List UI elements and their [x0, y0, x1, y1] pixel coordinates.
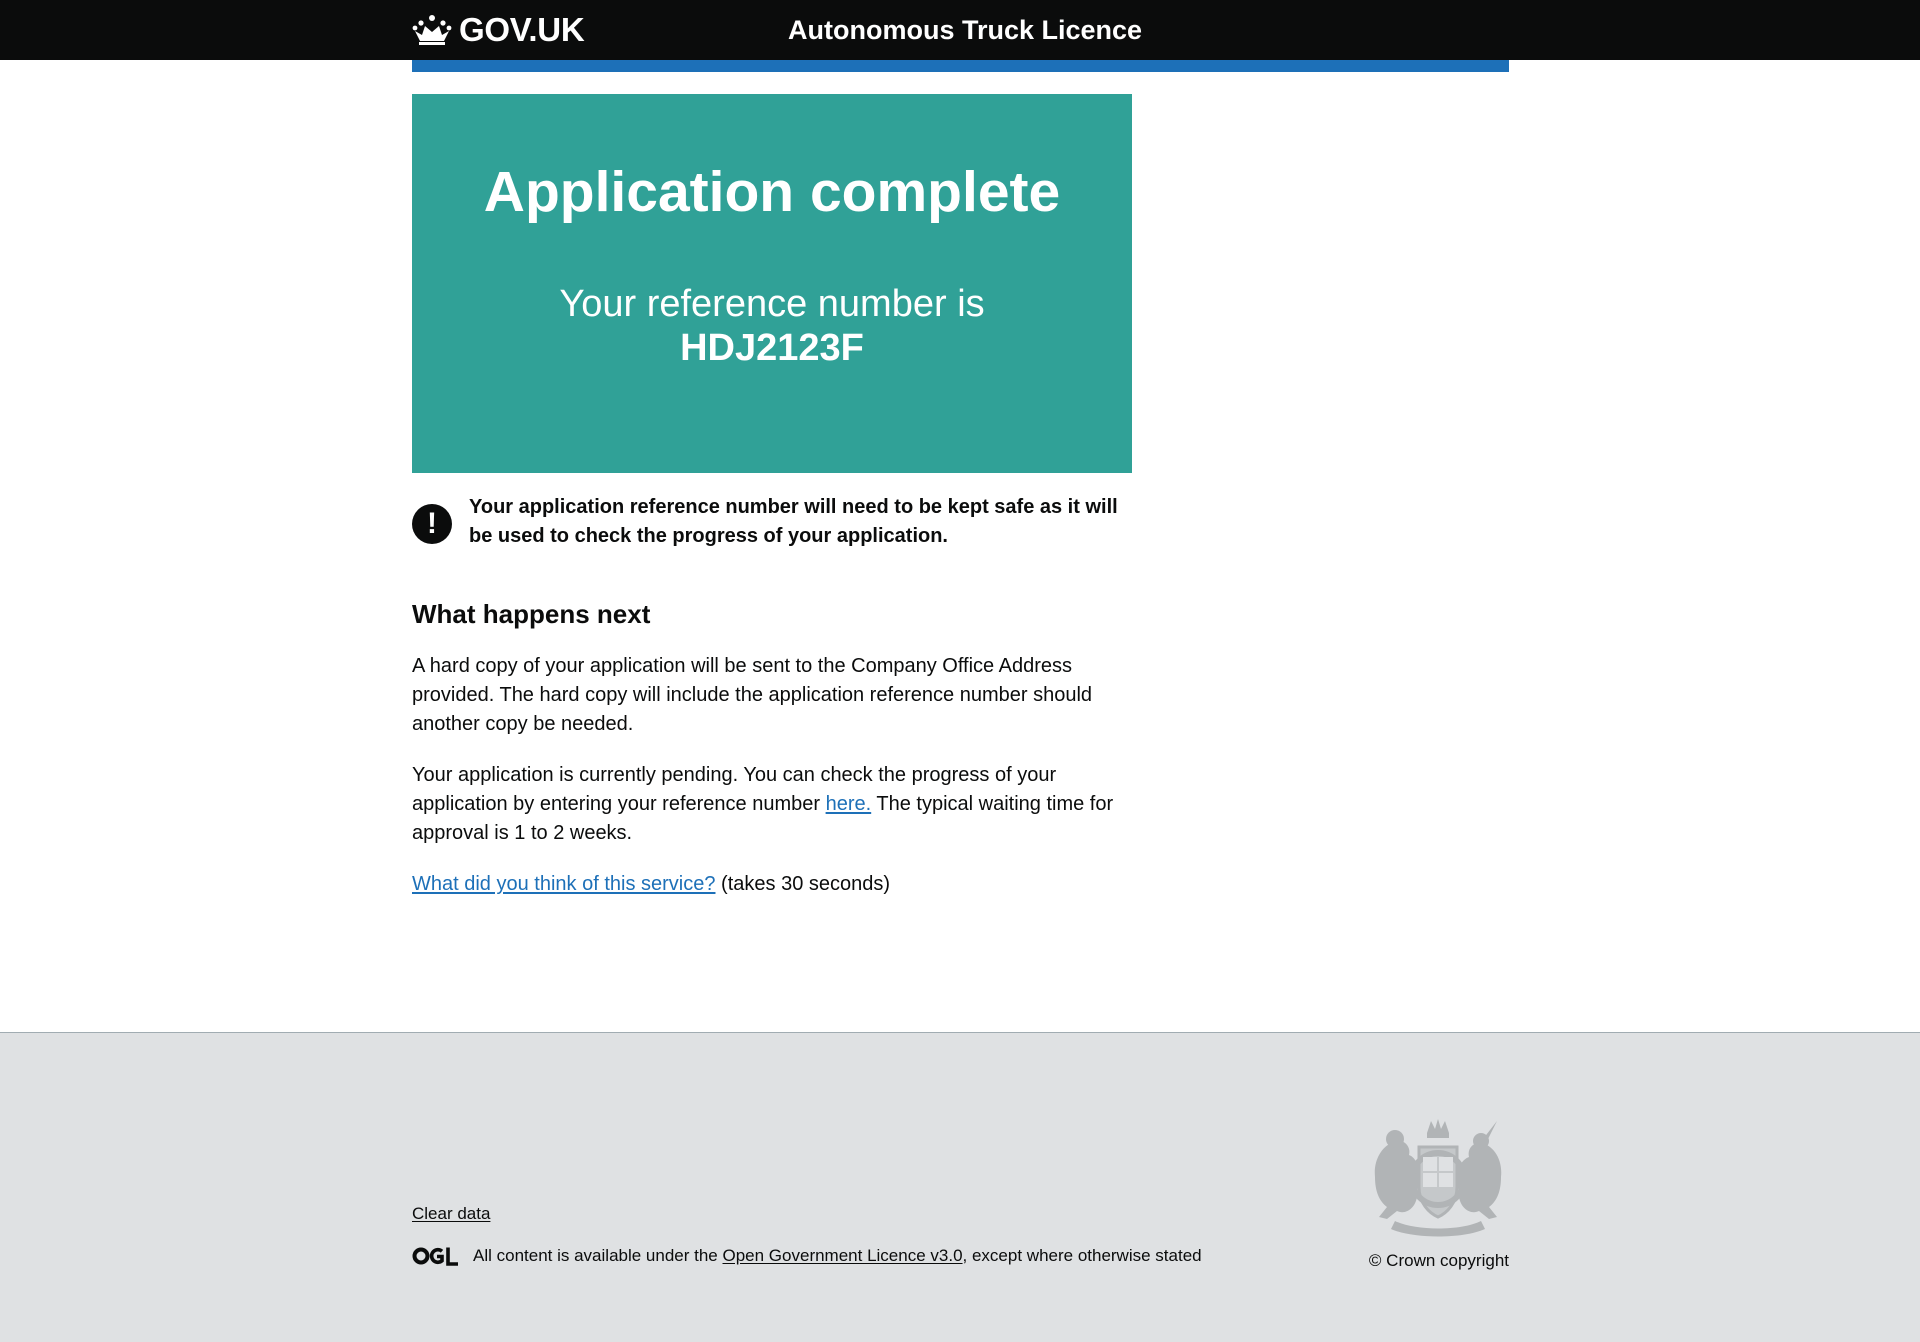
what-happens-next-heading: What happens next	[412, 599, 651, 629]
ogl-icon	[412, 1246, 459, 1266]
feedback-duration: (takes 30 seconds)	[721, 873, 891, 895]
service-name-link[interactable]: Autonomous Truck Licence	[788, 15, 1143, 45]
royal-coat-of-arms-icon	[1367, 1117, 1509, 1237]
footer-container	[412, 1033, 1509, 1342]
feedback-link[interactable]: What did you think of this service?	[412, 873, 716, 895]
feedback-paragraph	[412, 870, 1132, 899]
logo-text: GOV.UK	[459, 11, 585, 48]
main-content	[412, 94, 1132, 899]
exclamation-icon: !	[412, 504, 452, 544]
site-header	[0, 0, 1920, 60]
clear-data-link[interactable]: Clear data	[412, 1204, 491, 1223]
pending-text-after: The typical waiting time for approval is 1 to 2 weeks.	[412, 793, 1114, 844]
licence-row	[412, 1246, 1202, 1266]
header-container	[412, 0, 1509, 60]
reference-number: HDJ2123F	[680, 327, 864, 369]
reference-label: Your reference number is	[559, 283, 985, 325]
licence-text-after: , except where otherwise stated	[962, 1246, 1202, 1265]
crown-icon	[412, 14, 452, 46]
site-footer	[0, 1032, 1920, 1342]
hard-copy-paragraph: A hard copy of your application will be sent to the Company Office Address provided. The hard copy will include the application reference number should another copy be needed.	[412, 655, 1093, 735]
govuk-logo-link[interactable]	[412, 10, 584, 50]
pending-paragraph	[412, 761, 1132, 848]
crown-copyright: © Crown copyright	[1368, 1251, 1509, 1270]
warning-text	[412, 493, 1132, 553]
check-progress-link[interactable]: here.	[825, 793, 872, 815]
pending-text-before: Your application is currently pending. You can check the progress of your application by entering your reference number	[412, 764, 1057, 815]
confirmation-panel	[412, 94, 1132, 473]
panel-title: Application complete	[483, 160, 1061, 224]
warning-message: Your application reference number will need to be kept safe as it will be used to check the progress of your application.	[469, 496, 1118, 547]
header-accent-bar	[412, 60, 1509, 72]
licence-text-before: All content is available under the	[473, 1246, 718, 1265]
open-government-licence-link[interactable]: Open Government Licence v3.0	[722, 1246, 963, 1265]
panel-body	[412, 282, 1132, 370]
